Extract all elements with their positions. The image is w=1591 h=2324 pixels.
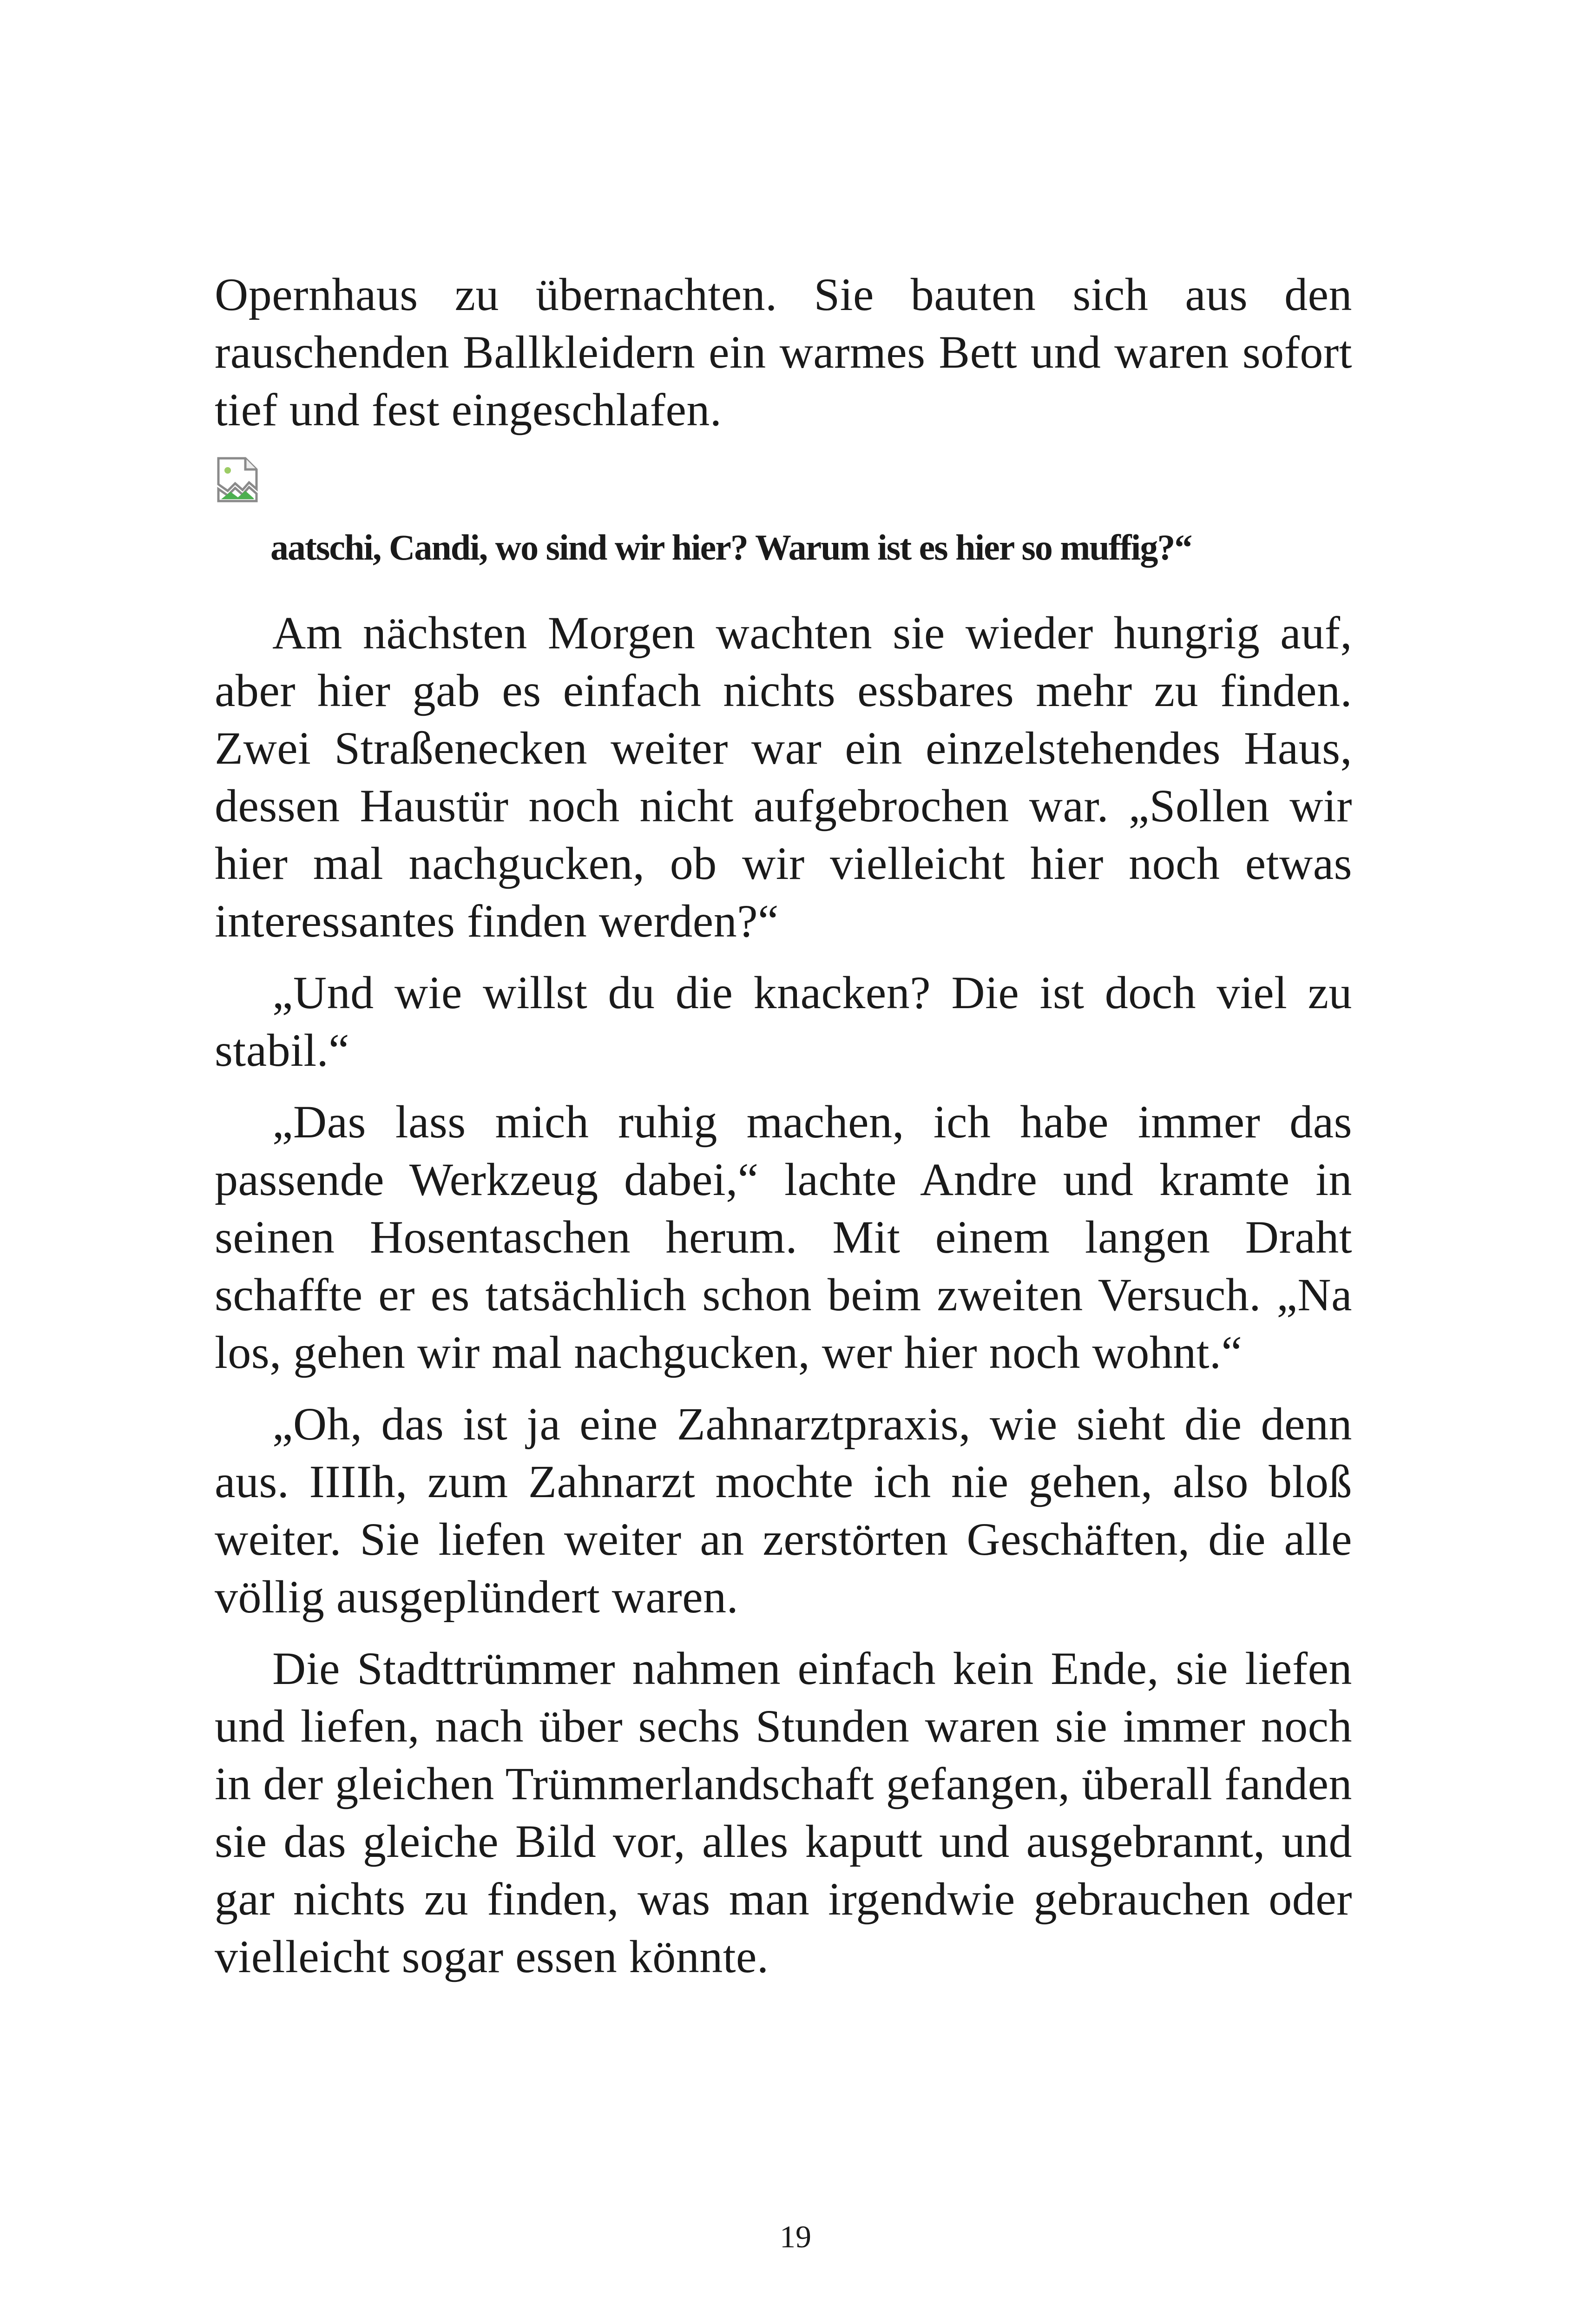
paragraph: „Das lass mich ruhig machen, ich habe immer das passende Werkzeug dabei,“ lachte Andre und kramte in seinen Hosentaschen herum. Mit einem langen Draht schaffte er es tatsächlich schon beim zweiten Versuch. „Na los, gehen wir mal nachgucken, wer hier noch wohnt.“: [215, 1096, 1352, 1378]
page-number: 19: [780, 2219, 811, 2254]
paragraph: „Und wie willst du die knacken? Die ist doch viel zu stabil.“: [215, 967, 1352, 1076]
broken-image-icon: [217, 456, 261, 503]
top-paragraph-block: [215, 266, 1352, 439]
main-text-block: [215, 604, 1352, 2000]
chapter-subheading: aatschi, Candi, wo sind wir hier? Warum ist es hier so muffig?“: [270, 527, 1192, 568]
paragraph: Die Stadttrümmer nahmen einfach kein Ende, sie liefen und liefen, nach über sechs Stunden waren sie immer noch in der gleichen Trümmerlandschaft gefangen, überall fanden sie das gleiche Bild vor, alles kaputt und ausgebrannt, und gar nichts zu finden, was man irgendwie gebrauchen oder vielleicht sogar essen könnte.: [215, 1643, 1352, 1982]
paragraph: „Oh, das ist ja eine Zahnarztpraxis, wie sieht die denn aus. IIIIh, zum Zahnarzt mochte ich nie gehen, also bloß weiter. Sie liefen weiter an zerstörten Geschäften, die alle völlig ausgeplündert waren.: [215, 1398, 1352, 1623]
top-paragraph: Opernhaus zu übernachten. Sie bauten sich aus den rauschenden Ballkleidern ein warmes Bett und waren sofort tief und fest eingeschlafen.: [215, 269, 1352, 436]
paragraph: Am nächsten Morgen wachten sie wieder hungrig auf, aber hier gab es einfach nichts essbares mehr zu finden. Zwei Straßenecken weiter war ein einzelstehendes Haus, dessen Haustür noch nicht aufgebrochen war. „Sollen wir hier mal nachgucken, ob wir vielleicht hier noch etwas interessantes finden werden?“: [215, 607, 1352, 947]
